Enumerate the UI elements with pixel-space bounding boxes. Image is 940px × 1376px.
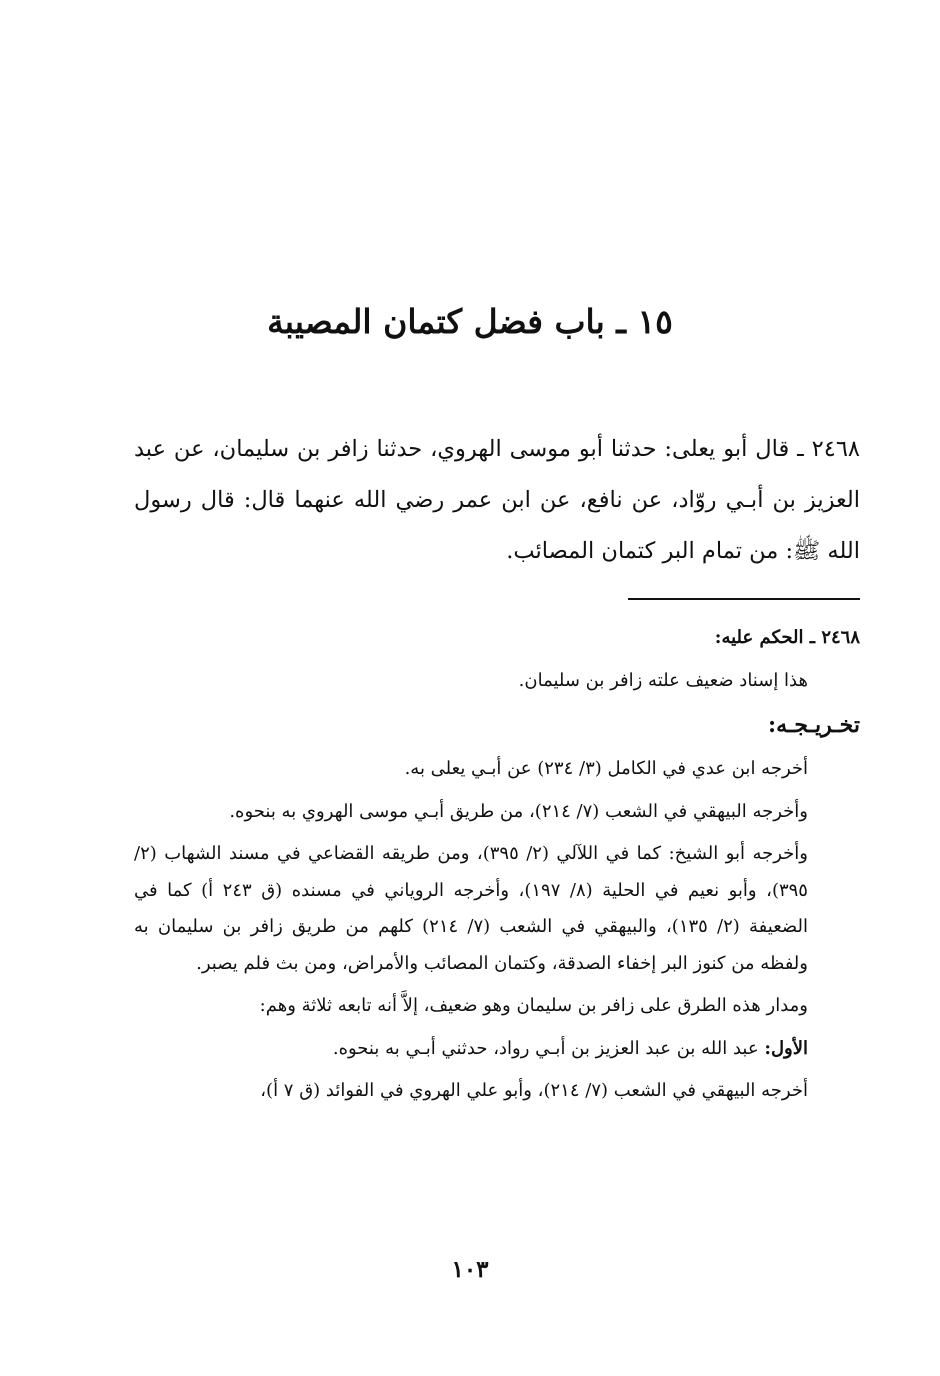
madar-paragraph: ومدار هذه الطرق على زافر بن سليمان وهو ضعيف، إلاَّ أنه تابعه ثلاثة وهم: [259, 995, 808, 1016]
first-follower-label: الأول: [764, 1037, 808, 1059]
chapter-title: ١٥ ـ باب فضل كتمان المصيبة [267, 302, 673, 341]
takhrij-paragraph-1: أخرجه ابن عدي في الكامل (٣/ ٢٣٤) عن أبـي يعلى به. [404, 758, 808, 779]
footnotes [134, 620, 860, 1116]
first-follower-text: عبد الله بن عبد العزيز بن أبـي رواد، حدثني أبـي به بنحوه. [332, 1037, 759, 1059]
takhrij-last-line: أخرجه البيهقي في الشعب (٧/ ٢١٤)، وأبو علي الهروي في الفوائد (ق ٧ أ)، [260, 1080, 808, 1101]
footnote-separator [628, 598, 860, 600]
ruling-heading: ٢٤٦٨ ـ الحكم عليه: [714, 627, 860, 648]
ruling-text: هذا إسناد ضعيف علته زافر بن سليمان. [518, 669, 808, 691]
takhrij-paragraph-2: وأخرجه البيهقي في الشعب (٧/ ٢١٤)، من طريق أبـي موسى الهروي به بنحوه. [229, 800, 808, 822]
page-number: ١٠٣ [451, 1256, 489, 1283]
takhrij-heading: تخـريـجـه: [767, 712, 860, 738]
hadith-text: ٢٤٦٨ ـ قال أبو يعلى: حدثنا أبو موسى الهروي، حدثنا زافر بن سليمان، عن عبد العزيز بن أبـي روّاد، عن نافع، عن ابن عمر رضي الله عنهما قال: قال رسول الله ﷺ: من تمام البر كتمان المصائب. [134, 436, 860, 564]
takhrij-paragraph-3: وأخرجه أبو الشيخ: كما في اللآلي (٢/ ٣٩٥)، ومن طريقه القضاعي في مسند الشهاب (٢/ ٣٩٥)، وأبو نعيم في الحلية (٨/ ١٩٧)، وأخرجه الروياني في مسنده (ق ٢٤٣ أ) كما في الضعيفة (٢/ ١٣٥)، والبيهقي في الشعب (٧/ ٢١٤) كلهم من طريق زافر بن سليمان به ولفظه من كنوز البر إخفاء الصدقة، وكتمان المصائب والأمراض، ومن بث فلم يصبر. [134, 843, 808, 974]
first-follower [134, 1031, 860, 1068]
